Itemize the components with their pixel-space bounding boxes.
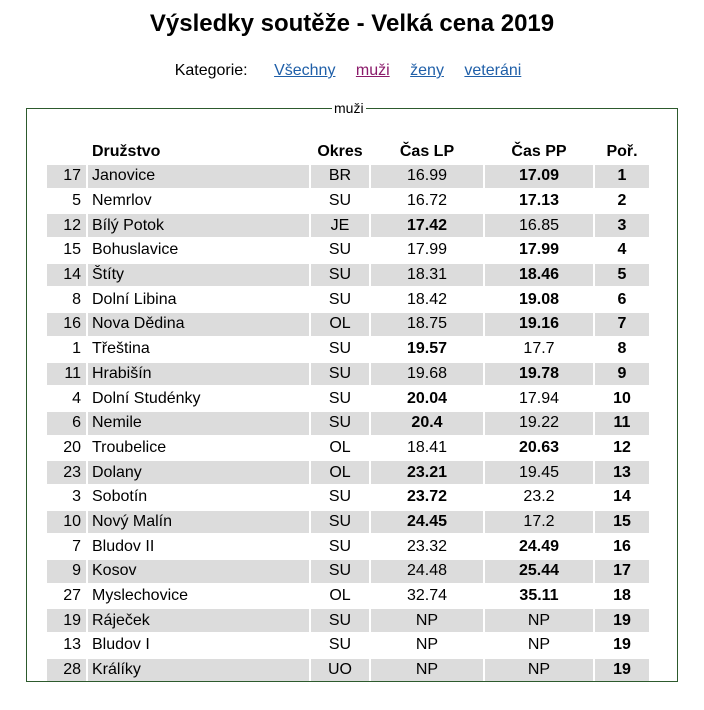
district-cell: SU xyxy=(311,387,369,410)
time-lp-cell: 24.45 xyxy=(371,511,483,534)
rank-cell: 15 xyxy=(595,511,649,534)
time-pp-cell: 19.45 xyxy=(485,461,593,484)
table-row xyxy=(47,437,649,460)
team-name-cell: Sobotín xyxy=(88,486,309,509)
category-link-women[interactable]: ženy xyxy=(410,62,444,79)
category-filter xyxy=(0,62,704,80)
table-row xyxy=(47,288,649,311)
district-cell: SU xyxy=(311,535,369,558)
district-cell: OL xyxy=(311,585,369,608)
time-pp-cell: 20.63 xyxy=(485,437,593,460)
time-lp-cell: 18.41 xyxy=(371,437,483,460)
table-row xyxy=(47,264,649,287)
time-pp-cell: 17.99 xyxy=(485,239,593,262)
table-row xyxy=(47,412,649,435)
category-link-men[interactable]: muži xyxy=(355,62,390,79)
time-pp-cell: 18.46 xyxy=(485,264,593,287)
time-pp-cell: 23.2 xyxy=(485,486,593,509)
col-header-number xyxy=(47,141,86,163)
col-header-time-lp: Čas LP xyxy=(399,143,455,160)
time-lp-cell: NP xyxy=(371,609,483,632)
team-number-cell: 13 xyxy=(47,634,86,657)
district-cell: SU xyxy=(311,609,369,632)
time-pp-cell: 24.49 xyxy=(485,535,593,558)
district-cell: SU xyxy=(311,511,369,534)
time-lp-cell: 18.42 xyxy=(371,288,483,311)
rank-cell: 18 xyxy=(595,585,649,608)
district-cell: SU xyxy=(311,239,369,262)
team-number-cell: 8 xyxy=(47,288,86,311)
time-pp-cell: 35.11 xyxy=(485,585,593,608)
time-pp-cell: 25.44 xyxy=(485,560,593,583)
team-number-cell: 19 xyxy=(47,609,86,632)
table-row xyxy=(47,313,649,336)
team-name-cell: Myslechovice xyxy=(88,585,309,608)
rank-cell: 8 xyxy=(595,338,649,361)
district-cell: OL xyxy=(311,461,369,484)
table-row xyxy=(47,535,649,558)
district-cell: SU xyxy=(311,486,369,509)
team-number-cell: 1 xyxy=(47,338,86,361)
rank-cell: 13 xyxy=(595,461,649,484)
time-lp-cell: 19.57 xyxy=(371,338,483,361)
district-cell: UO xyxy=(311,659,369,682)
results-frame xyxy=(26,100,678,682)
rank-cell: 6 xyxy=(595,288,649,311)
rank-cell: 7 xyxy=(595,313,649,336)
team-name-cell: Dolní Studénky xyxy=(88,387,309,410)
time-pp-cell: 19.08 xyxy=(485,288,593,311)
time-pp-cell: 17.13 xyxy=(485,190,593,213)
time-pp-cell: 19.78 xyxy=(485,363,593,386)
table-row xyxy=(47,387,649,410)
time-lp-cell: NP xyxy=(371,659,483,682)
time-lp-cell: 23.32 xyxy=(371,535,483,558)
district-cell: OL xyxy=(311,437,369,460)
team-number-cell: 6 xyxy=(47,412,86,435)
results-body xyxy=(47,165,649,681)
district-cell: OL xyxy=(311,313,369,336)
rank-cell: 19 xyxy=(595,609,649,632)
page-title: Výsledky soutěže - Velká cena 2019 xyxy=(149,10,555,37)
rank-cell: 11 xyxy=(595,412,649,435)
col-header-rank: Poř. xyxy=(606,143,638,160)
district-cell: BR xyxy=(311,165,369,188)
team-number-cell: 14 xyxy=(47,264,86,287)
time-lp-cell: NP xyxy=(371,634,483,657)
rank-cell: 9 xyxy=(595,363,649,386)
col-header-team: Družstvo xyxy=(92,143,161,160)
team-name-cell: Bludov II xyxy=(88,535,309,558)
team-name-cell: Dolní Libina xyxy=(88,288,309,311)
time-lp-cell: 23.72 xyxy=(371,486,483,509)
team-number-cell: 12 xyxy=(47,214,86,237)
team-name-cell: Bílý Potok xyxy=(88,214,309,237)
table-row xyxy=(47,214,649,237)
team-number-cell: 23 xyxy=(47,461,86,484)
district-cell: SU xyxy=(311,634,369,657)
table-row xyxy=(47,165,649,188)
category-link-veterans[interactable]: veteráni xyxy=(464,62,522,79)
time-lp-cell: 17.99 xyxy=(371,239,483,262)
time-lp-cell: 18.75 xyxy=(371,313,483,336)
rank-cell: 14 xyxy=(595,486,649,509)
rank-cell: 19 xyxy=(595,634,649,657)
rank-cell: 10 xyxy=(595,387,649,410)
table-row xyxy=(47,338,649,361)
category-link-all[interactable]: Všechny xyxy=(274,62,336,79)
time-lp-cell: 20.04 xyxy=(371,387,483,410)
district-cell: SU xyxy=(311,412,369,435)
time-pp-cell: NP xyxy=(485,609,593,632)
time-pp-cell: 17.2 xyxy=(485,511,593,534)
table-header-row xyxy=(47,141,649,163)
team-name-cell: Hrabišín xyxy=(88,363,309,386)
rank-cell: 17 xyxy=(595,560,649,583)
district-cell: SU xyxy=(311,190,369,213)
team-number-cell: 10 xyxy=(47,511,86,534)
table-row xyxy=(47,609,649,632)
rank-cell: 1 xyxy=(595,165,649,188)
results-legend: muži xyxy=(334,100,364,116)
time-lp-cell: 16.72 xyxy=(371,190,483,213)
table-row xyxy=(47,634,649,657)
rank-cell: 3 xyxy=(595,214,649,237)
table-row xyxy=(47,190,649,213)
time-lp-cell: 17.42 xyxy=(371,214,483,237)
time-lp-cell: 24.48 xyxy=(371,560,483,583)
team-name-cell: Třeština xyxy=(88,338,309,361)
col-header-time-pp: Čas PP xyxy=(511,143,567,160)
table-row xyxy=(47,239,649,262)
time-pp-cell: 16.85 xyxy=(485,214,593,237)
team-name-cell: Dolany xyxy=(88,461,309,484)
rank-cell: 4 xyxy=(595,239,649,262)
time-pp-cell: 17.7 xyxy=(485,338,593,361)
district-cell: SU xyxy=(311,264,369,287)
results-table xyxy=(45,139,651,683)
team-name-cell: Nemile xyxy=(88,412,309,435)
rank-cell: 2 xyxy=(595,190,649,213)
team-number-cell: 3 xyxy=(47,486,86,509)
district-cell: SU xyxy=(311,363,369,386)
team-number-cell: 7 xyxy=(47,535,86,558)
team-name-cell: Bludov I xyxy=(88,634,309,657)
col-header-district: Okres xyxy=(317,143,363,160)
district-cell: SU xyxy=(311,338,369,361)
rank-cell: 12 xyxy=(595,437,649,460)
time-lp-cell: 19.68 xyxy=(371,363,483,386)
time-lp-cell: 16.99 xyxy=(371,165,483,188)
rank-cell: 5 xyxy=(595,264,649,287)
team-number-cell: 17 xyxy=(47,165,86,188)
time-lp-cell: 32.74 xyxy=(371,585,483,608)
table-row xyxy=(47,659,649,682)
team-name-cell: Bohuslavice xyxy=(88,239,309,262)
team-name-cell: Štíty xyxy=(88,264,309,287)
table-row xyxy=(47,363,649,386)
table-row xyxy=(47,486,649,509)
district-cell: SU xyxy=(311,288,369,311)
time-pp-cell: NP xyxy=(485,634,593,657)
rank-cell: 16 xyxy=(595,535,649,558)
team-name-cell: Nový Malín xyxy=(88,511,309,534)
team-name-cell: Králíky xyxy=(88,659,309,682)
rank-cell: 19 xyxy=(595,659,649,682)
team-number-cell: 28 xyxy=(47,659,86,682)
team-number-cell: 11 xyxy=(47,363,86,386)
time-pp-cell: 17.94 xyxy=(485,387,593,410)
time-lp-cell: 20.4 xyxy=(371,412,483,435)
table-row xyxy=(47,585,649,608)
team-number-cell: 5 xyxy=(47,190,86,213)
time-pp-cell: 17.09 xyxy=(485,165,593,188)
district-cell: JE xyxy=(311,214,369,237)
time-lp-cell: 18.31 xyxy=(371,264,483,287)
team-number-cell: 20 xyxy=(47,437,86,460)
table-row xyxy=(47,461,649,484)
time-pp-cell: 19.16 xyxy=(485,313,593,336)
time-lp-cell: 23.21 xyxy=(371,461,483,484)
team-name-cell: Nova Dědina xyxy=(88,313,309,336)
team-number-cell: 15 xyxy=(47,239,86,262)
category-label: Kategorie: xyxy=(174,62,248,79)
time-pp-cell: NP xyxy=(485,659,593,682)
district-cell: SU xyxy=(311,560,369,583)
team-number-cell: 16 xyxy=(47,313,86,336)
table-row xyxy=(47,560,649,583)
time-pp-cell: 19.22 xyxy=(485,412,593,435)
team-name-cell: Kosov xyxy=(88,560,309,583)
team-name-cell: Ráječek xyxy=(88,609,309,632)
table-row xyxy=(47,511,649,534)
team-number-cell: 4 xyxy=(47,387,86,410)
team-name-cell: Nemrlov xyxy=(88,190,309,213)
team-number-cell: 9 xyxy=(47,560,86,583)
team-number-cell: 27 xyxy=(47,585,86,608)
team-name-cell: Janovice xyxy=(88,165,309,188)
team-name-cell: Troubelice xyxy=(88,437,309,460)
